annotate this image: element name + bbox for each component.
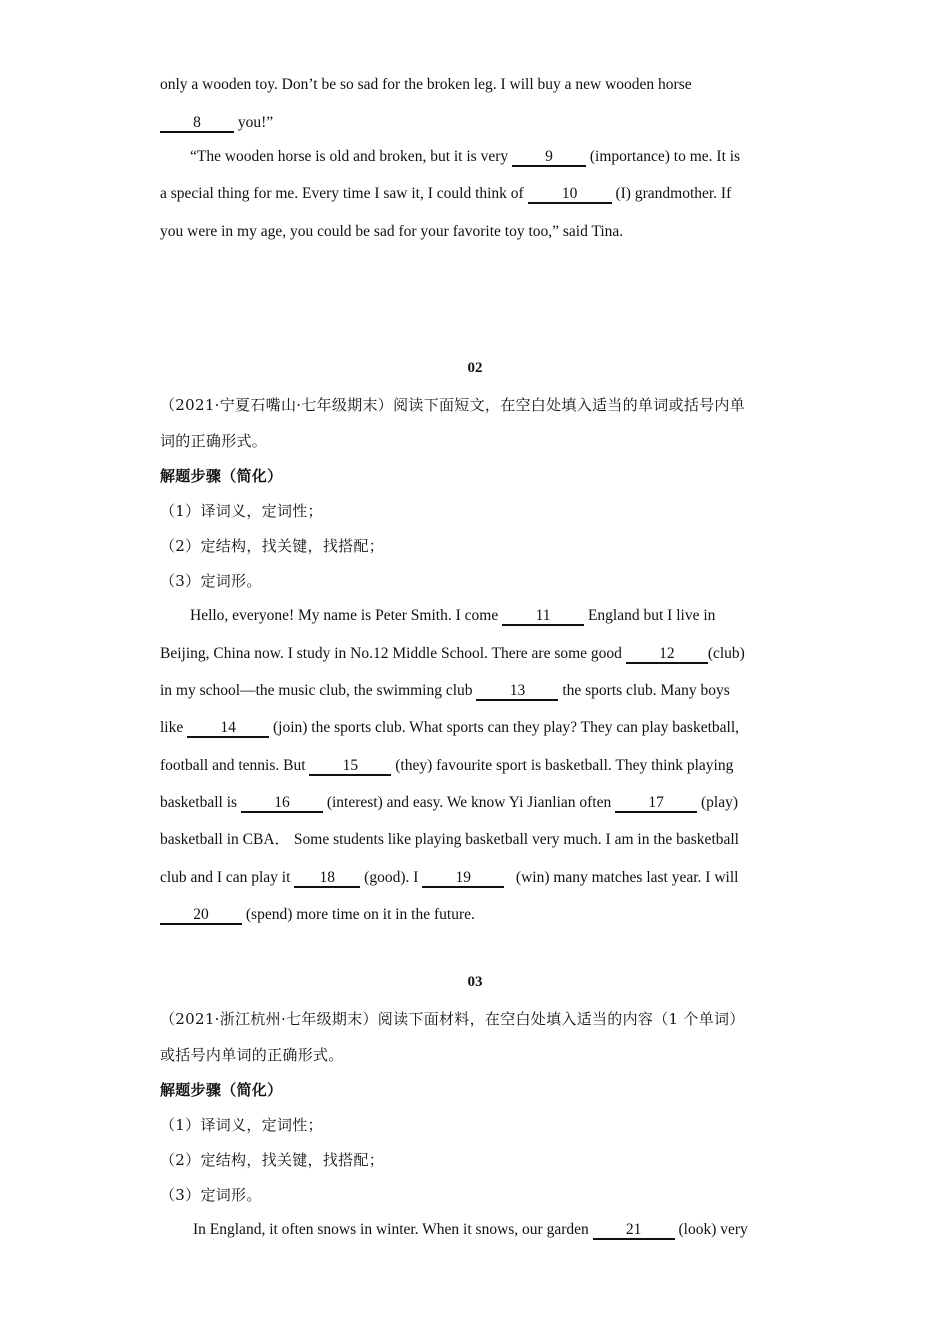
passage-line: basketball in CBA． Some students like playing basketball very much. I am in the basketball (160, 831, 739, 848)
step-item: （1）译词义，定词性； (160, 1116, 323, 1134)
passage-line: like 14 (join) the sports club. What sports can they play? They can play basketball, (160, 719, 740, 736)
answer-blank[interactable]: 12 (626, 646, 708, 664)
answer-blank[interactable]: 11 (502, 608, 584, 626)
answer-blank[interactable]: 13 (476, 683, 558, 701)
answer-blank[interactable]: 18 (294, 870, 360, 888)
passage-line: in my school—the music club, the swimming club 13 the sports club. Many boys (160, 682, 730, 699)
question-instruction: 或括号内单词的正确形式。 (160, 1046, 344, 1064)
answer-blank[interactable]: 17 (615, 795, 697, 813)
step-item: （2）定结构，找关键，找搭配； (160, 537, 385, 555)
answer-blank[interactable]: 19 (422, 870, 504, 888)
answer-blank[interactable]: 14 (187, 720, 269, 738)
answer-blank[interactable]: 15 (309, 758, 391, 776)
passage-line: only a wooden toy. Don’t be so sad for the broken leg. I will buy a new wooden horse (160, 76, 692, 93)
steps-title: 解题步骤（简化） (160, 467, 283, 485)
passage-line: In England, it often snows in winter. When it snows, our garden 21 (look) very (193, 1221, 748, 1238)
answer-blank[interactable]: 21 (593, 1222, 675, 1240)
answer-blank[interactable]: 8 (160, 115, 234, 133)
step-item: （3）定词形。 (160, 572, 262, 590)
passage-line: 8 you!” (160, 113, 273, 133)
passage-line: club and I can play it 18 (good). I 19 (win) many matches last year. I will (160, 869, 739, 886)
passage-line: football and tennis. But 15 (they) favourite sport is basketball. They think playing (160, 757, 734, 774)
section-number: 02 (467, 360, 483, 376)
step-item: （3）定词形。 (160, 1186, 262, 1204)
question-instruction: （2021·宁夏石嘴山·七年级期末）阅读下面短文，在空白处填入适当的单词或括号内单 (160, 396, 746, 414)
passage-line: Hello, everyone! My name is Peter Smith. I come 11 England but I live in (190, 607, 716, 624)
answer-blank[interactable]: 10 (528, 186, 612, 204)
question-instruction: 词的正确形式。 (160, 432, 268, 450)
passage-line: Beijing, China now. I study in No.12 Middle School. There are some good 12 (club) (160, 645, 745, 662)
passage-line: “The wooden horse is old and broken, but it is very 9 (importance) to me. It is (190, 148, 741, 165)
steps-title: 解题步骤（简化） (160, 1081, 283, 1099)
answer-blank[interactable]: 20 (160, 907, 242, 925)
passage-line: basketball is 16 (interest) and easy. We know Yi Jianlian often 17 (play) (160, 794, 738, 811)
passage-line: you were in my age, you could be sad for your favorite toy too,” said Tina. (160, 223, 624, 240)
answer-blank[interactable]: 9 (512, 149, 586, 167)
answer-blank[interactable]: 16 (241, 795, 323, 813)
passage-line: a special thing for me. Every time I saw it, I could think of 10 (I) grandmother. If (160, 185, 732, 202)
section-number: 03 (467, 974, 483, 990)
step-item: （1）译词义，定词性； (160, 502, 323, 520)
question-instruction: （2021·浙江杭州·七年级期末）阅读下面材料，在空白处填入适当的内容（1 个单词） (160, 1010, 745, 1028)
step-item: （2）定结构，找关键，找搭配； (160, 1151, 385, 1169)
passage-line: 20 (spend) more time on it in the future. (160, 905, 475, 925)
